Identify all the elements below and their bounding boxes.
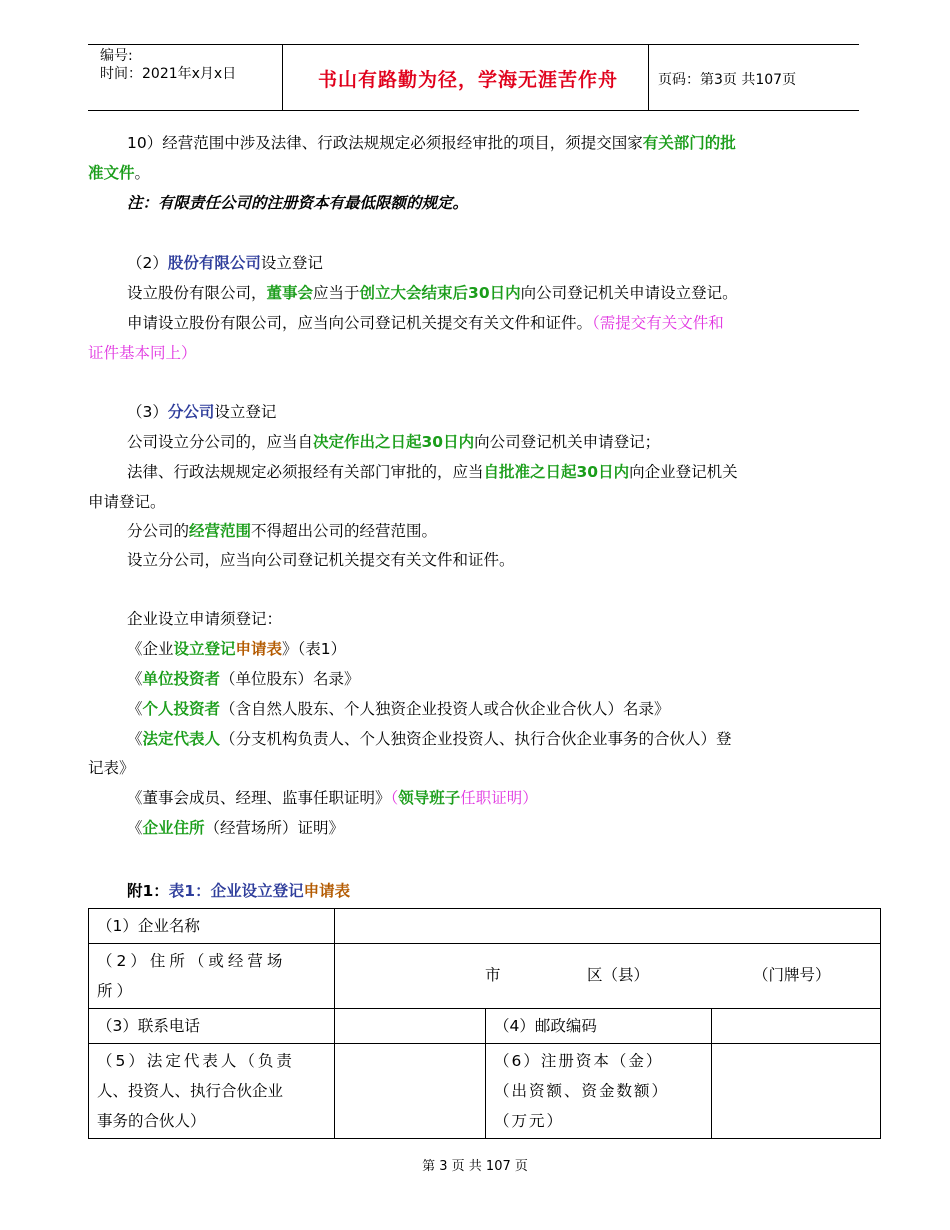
section2-title <box>127 248 323 278</box>
company-name-label: （1）企业名称 <box>89 909 335 944</box>
label-line: 所） <box>97 982 137 1000</box>
postcode-label: （4）邮政编码 <box>486 1009 712 1044</box>
page-footer: 第 3 页 共 107 页 <box>422 1159 528 1174</box>
registration-item <box>127 813 344 843</box>
label-line: （5）法定代表人（负责 <box>97 1052 295 1070</box>
legal-rep-field[interactable] <box>335 1044 486 1139</box>
highlight: 申请表 <box>235 640 283 658</box>
item10-line <box>127 128 736 158</box>
capital-label <box>486 1044 712 1139</box>
label-line: （2）住所（或经营场 <box>97 952 287 970</box>
text: 不得超出公司的经营范围。 <box>251 522 438 540</box>
text: 《 <box>127 700 143 718</box>
table-row <box>89 909 881 944</box>
note-text: 注：有限责任公司的注册资本有最低限额的规定。 <box>127 194 469 212</box>
postcode-field[interactable] <box>712 1009 881 1044</box>
text: 向企业登记机关 <box>629 463 738 481</box>
item10-text: 10）经营范围中涉及法律、行政法规规定必须报经审批的项目，须提交国家 <box>127 134 643 152</box>
label-line: 人、投资人、执行合伙企业 <box>97 1082 284 1100</box>
label-line: （出资额、资金数额） <box>494 1082 670 1100</box>
section3-title-suffix: 设立登记 <box>214 403 277 421</box>
address-city: 市 <box>485 966 501 984</box>
highlight: 单位投资者 <box>142 670 221 688</box>
table-row <box>89 1009 881 1044</box>
appendix-highlight: 申请表 <box>303 882 351 900</box>
text: 分公司的 <box>127 522 190 540</box>
section3-line4: 设立分公司，应当向公司登记机关提交有关文件和证件。 <box>127 551 515 569</box>
annotation: （需提交有关文件和 <box>592 314 724 332</box>
section2-highlight: 股份有限公司 <box>167 254 261 272</box>
highlight: 董事会 <box>266 284 314 302</box>
registration-item <box>127 694 670 724</box>
table-row <box>89 944 881 1009</box>
page-header <box>88 44 859 111</box>
address-district: 区（县） <box>587 966 650 984</box>
item10-line-cont <box>88 158 150 188</box>
registration-title: 企业设立申请须登记： <box>127 610 283 628</box>
registration-item <box>127 664 360 694</box>
text: 向公司登记机关申请设立登记。 <box>520 284 738 302</box>
registration-item <box>127 724 732 754</box>
text: （分支机构负责人、个人独资企业投资人、执行合伙企业事务的合伙人）登 <box>220 730 732 748</box>
label-line: （6）注册资本（金） <box>494 1052 664 1070</box>
highlight: 设立登记 <box>173 640 236 658</box>
header-divider <box>648 45 649 110</box>
capital-field[interactable] <box>712 1044 881 1139</box>
address-label <box>89 944 335 1009</box>
section3-number: （3） <box>127 403 168 421</box>
text: （经营场所）证明》 <box>204 819 345 837</box>
address-field[interactable] <box>335 944 881 1009</box>
text: 《 <box>127 730 143 748</box>
section3-line2 <box>127 457 738 487</box>
section3-highlight: 分公司 <box>167 403 215 421</box>
text: 《董事会成员、经理、监事任职证明》 <box>127 789 391 807</box>
annotation: 任职证明） <box>460 789 538 807</box>
section3-title <box>127 397 276 427</box>
highlight: 自批准之日起30日内 <box>483 463 630 481</box>
text: 法律、行政法规规定必须报经有关部门审批的，应当 <box>127 463 484 481</box>
company-name-field[interactable] <box>335 909 881 944</box>
legal-rep-label <box>89 1044 335 1139</box>
appendix-highlight: 表1：企业设立登记 <box>168 882 304 900</box>
appendix-title <box>127 876 350 906</box>
section3-line2-cont: 申请登记。 <box>88 493 166 511</box>
section3-line1 <box>127 427 660 457</box>
text: （含自然人股东、个人独资企业投资人或合伙企业合伙人）名录》 <box>220 700 670 718</box>
text: 公司设立分公司的，应当自 <box>127 433 314 451</box>
registration-item <box>127 634 346 664</box>
highlight: 领导班子 <box>398 789 461 807</box>
highlight: 决定作出之日起30日内 <box>313 433 475 451</box>
serial-label: 编号: <box>100 48 133 64</box>
text: 《企业 <box>127 640 174 658</box>
section2-line2-cont: 证件基本同上） <box>88 344 197 362</box>
text: 》（表1） <box>282 640 347 658</box>
text: 设立股份有限公司， <box>127 284 267 302</box>
item10-highlight: 有关部门的批 <box>642 134 736 152</box>
text: 《 <box>127 670 143 688</box>
appendix-label: 附1： <box>127 882 169 900</box>
phone-field[interactable] <box>335 1009 486 1044</box>
highlight: 法定代表人 <box>142 730 221 748</box>
highlight: 创立大会结束后30日内 <box>359 284 521 302</box>
address-number: （门牌号） <box>753 966 831 984</box>
highlight: 个人投资者 <box>142 700 221 718</box>
label-line: 事务的合伙人） <box>97 1112 206 1130</box>
registration-item <box>127 783 538 813</box>
registration-item-cont: 记表》 <box>88 759 135 777</box>
table-row <box>89 1044 881 1139</box>
header-divider <box>282 45 283 110</box>
text: 《 <box>127 819 143 837</box>
registration-form-table <box>88 908 881 1139</box>
section2-line2 <box>127 308 724 338</box>
highlight: 企业住所 <box>142 819 205 837</box>
item10-text: 。 <box>134 164 151 182</box>
item10-highlight: 准文件 <box>88 164 135 182</box>
time-label: 时间：2021年x月x日 <box>100 66 237 82</box>
section3-line3 <box>127 516 437 546</box>
text: 应当于 <box>313 284 360 302</box>
section2-number: （2） <box>127 254 168 272</box>
text: 向公司登记机关申请登记； <box>474 433 661 451</box>
section2-title-suffix: 设立登记 <box>260 254 323 272</box>
text: 申请设立股份有限公司，应当向公司登记机关提交有关文件和证件。 <box>127 314 593 332</box>
header-page-info: 页码：第3页 共107页 <box>658 72 797 88</box>
header-motto: 书山有路勤为径，学海无涯苦作舟 <box>317 69 618 91</box>
label-line: （万元） <box>494 1112 565 1130</box>
header-meta <box>100 47 236 83</box>
text: （单位股东）名录》 <box>220 670 360 688</box>
highlight: 经营范围 <box>189 522 252 540</box>
section2-line1 <box>127 278 738 308</box>
phone-label: （3）联系电话 <box>89 1009 335 1044</box>
annotation: （ <box>390 789 399 807</box>
